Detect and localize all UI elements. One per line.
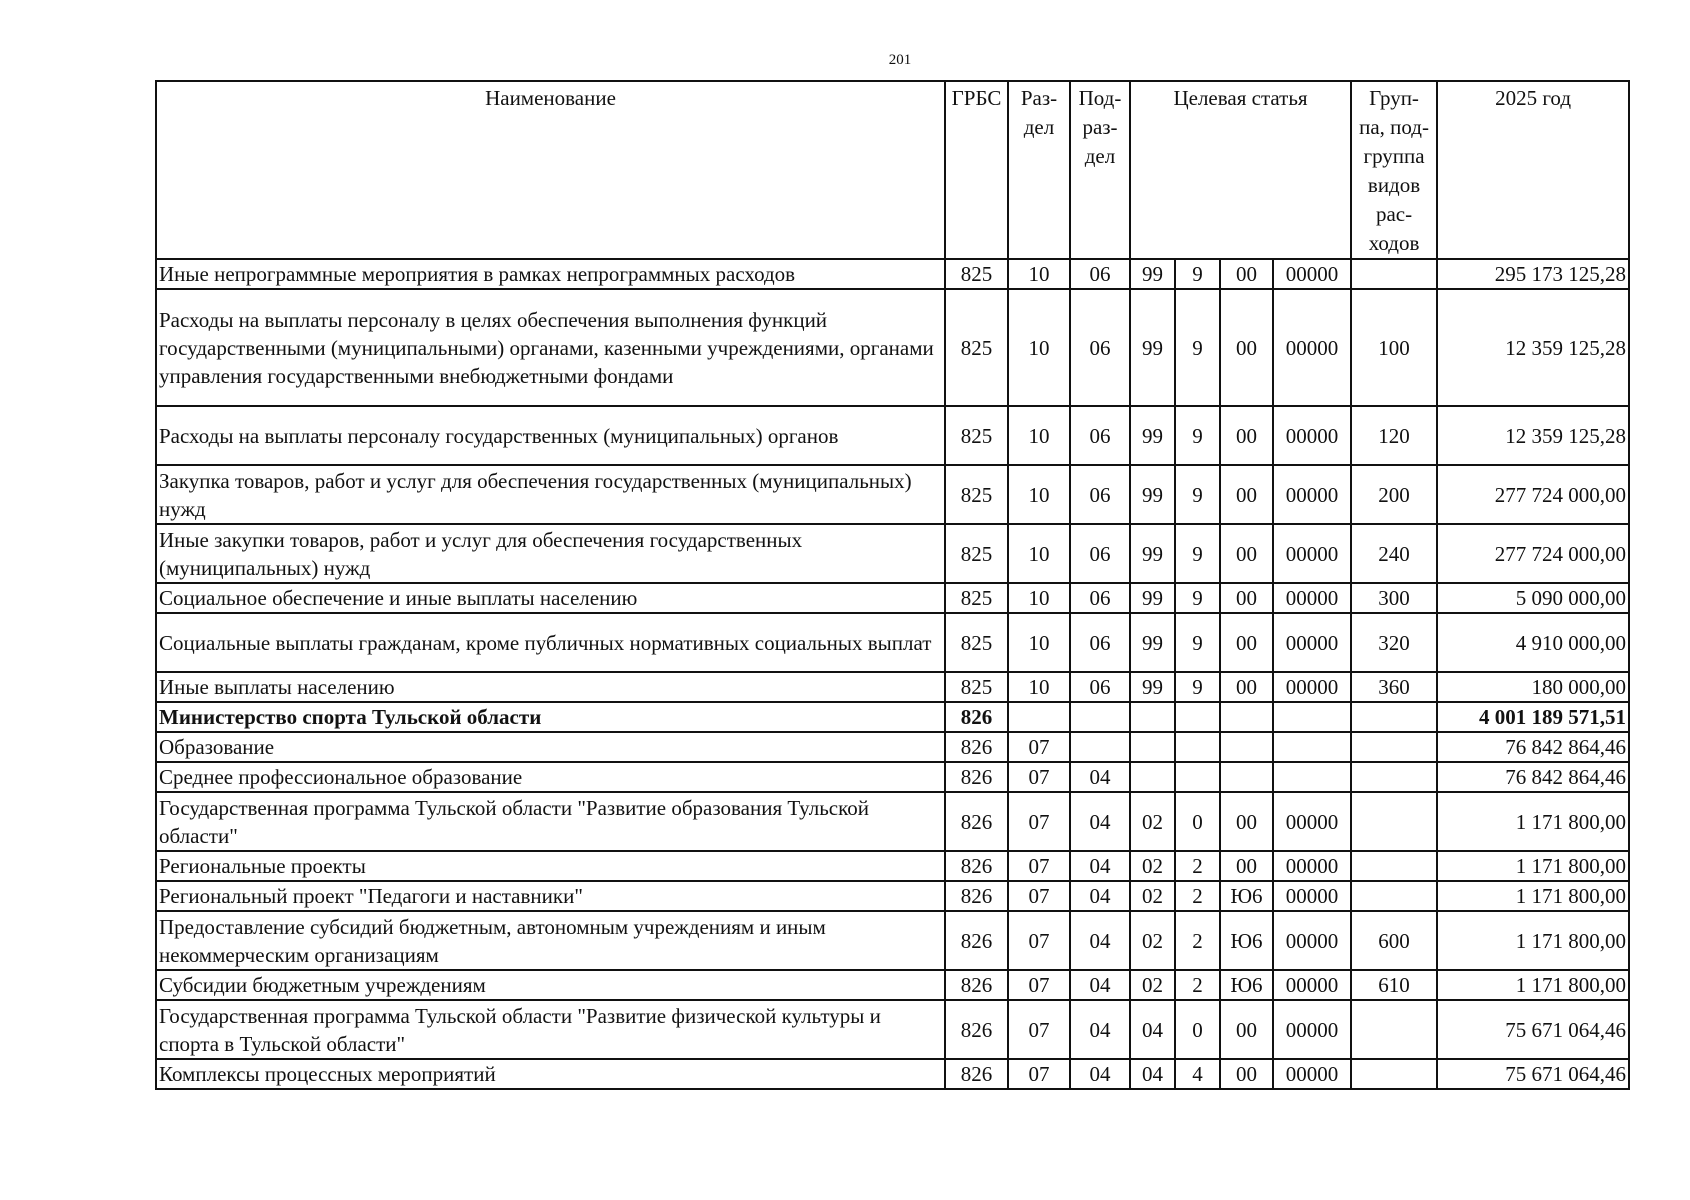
target-direction-cell [1220,732,1273,762]
razdel-cell: 10 [1008,524,1070,583]
podrazdel-cell: 04 [1070,1059,1130,1089]
table-row [156,970,1629,1000]
podrazdel-cell: 06 [1070,613,1130,672]
target-program-cell: 99 [1130,583,1175,613]
razdel-cell: 07 [1008,881,1070,911]
podrazdel-cell: 06 [1070,406,1130,465]
row-name: Государственная программа Тульской области "Развитие образования Тульской области" [156,792,945,851]
table-row [156,672,1629,702]
table-row [156,524,1629,583]
row-name: Иные выплаты населению [156,672,945,702]
podrazdel-cell: 04 [1070,911,1130,970]
target-direction-cell: 00 [1220,672,1273,702]
target-direction-cell: 00 [1220,406,1273,465]
expense-group-cell [1351,732,1437,762]
target-program-cell: 99 [1130,524,1175,583]
target-subprogram-cell: 9 [1175,289,1220,406]
target-subprogram-cell: 0 [1175,792,1220,851]
row-name: Региональный проект "Педагоги и наставники" [156,881,945,911]
header-row [156,81,1629,259]
expense-group-cell: 200 [1351,465,1437,524]
target-program-cell: 99 [1130,672,1175,702]
table-row [156,259,1629,289]
target-subprogram-cell: 2 [1175,970,1220,1000]
amount-cell: 1 171 800,00 [1437,881,1629,911]
razdel-cell: 10 [1008,465,1070,524]
target-subprogram-cell: 2 [1175,881,1220,911]
expense-group-cell [1351,259,1437,289]
target-direction-cell: 00 [1220,613,1273,672]
razdel-cell: 07 [1008,792,1070,851]
target-direction-cell: 00 [1220,851,1273,881]
razdel-cell: 07 [1008,732,1070,762]
target-code-cell: 00000 [1273,524,1351,583]
row-name: Предоставление субсидий бюджетным, автономным учреждениям и иным некоммерческим организациям [156,911,945,970]
table-row [156,881,1629,911]
expense-group-cell: 600 [1351,911,1437,970]
header-razdel: Раз- дел [1008,81,1070,259]
table-row [156,583,1629,613]
grbs-cell: 826 [945,970,1008,1000]
expense-group-cell: 300 [1351,583,1437,613]
podrazdel-cell: 06 [1070,672,1130,702]
amount-cell: 76 842 864,46 [1437,762,1629,792]
target-subprogram-cell: 9 [1175,406,1220,465]
target-code-cell [1273,762,1351,792]
target-code-cell: 00000 [1273,259,1351,289]
amount-cell: 1 171 800,00 [1437,970,1629,1000]
expense-group-cell: 610 [1351,970,1437,1000]
row-name: Иные непрограммные мероприятия в рамках непрограммных расходов [156,259,945,289]
target-code-cell [1273,702,1351,732]
target-code-cell: 00000 [1273,1000,1351,1059]
target-program-cell: 04 [1130,1000,1175,1059]
target-program-cell: 04 [1130,1059,1175,1089]
podrazdel-cell: 04 [1070,1000,1130,1059]
target-subprogram-cell: 9 [1175,524,1220,583]
target-direction-cell [1220,762,1273,792]
grbs-cell: 826 [945,851,1008,881]
amount-cell: 277 724 000,00 [1437,465,1629,524]
row-name: Министерство спорта Тульской области [156,702,945,732]
amount-cell: 1 171 800,00 [1437,792,1629,851]
table-row [156,792,1629,851]
expense-group-cell: 100 [1351,289,1437,406]
grbs-cell: 826 [945,732,1008,762]
table-row [156,406,1629,465]
razdel-cell: 07 [1008,1059,1070,1089]
header-podrazdel: Под- раз- дел [1070,81,1130,259]
expense-group-cell [1351,1059,1437,1089]
razdel-cell: 10 [1008,259,1070,289]
target-subprogram-cell: 9 [1175,583,1220,613]
grbs-cell: 826 [945,911,1008,970]
row-name: Расходы на выплаты персоналу в целях обеспечения выполнения функций государственными (муниципальными) органами, казенными учреждениями, органами управления государственными внебюджетными фондами [156,289,945,406]
table-row [156,613,1629,672]
target-direction-cell: 00 [1220,259,1273,289]
expense-group-cell [1351,881,1437,911]
target-code-cell: 00000 [1273,792,1351,851]
grbs-cell: 826 [945,881,1008,911]
target-direction-cell: 00 [1220,1059,1273,1089]
podrazdel-cell: 06 [1070,289,1130,406]
podrazdel-cell [1070,732,1130,762]
amount-cell: 180 000,00 [1437,672,1629,702]
target-subprogram-cell [1175,732,1220,762]
razdel-cell: 10 [1008,583,1070,613]
row-name: Среднее профессиональное образование [156,762,945,792]
target-program-cell: 99 [1130,259,1175,289]
razdel-cell: 10 [1008,672,1070,702]
target-subprogram-cell: 9 [1175,259,1220,289]
table-row [156,851,1629,881]
target-direction-cell: Ю6 [1220,911,1273,970]
row-name: Закупка товаров, работ и услуг для обеспечения государственных (муниципальных) нужд [156,465,945,524]
razdel-cell: 10 [1008,406,1070,465]
header-group: Груп- па, под- группа видов рас- ходов [1351,81,1437,259]
grbs-cell: 826 [945,702,1008,732]
target-program-cell: 99 [1130,406,1175,465]
razdel-cell: 10 [1008,613,1070,672]
target-subprogram-cell: 2 [1175,911,1220,970]
grbs-cell: 825 [945,289,1008,406]
amount-cell: 75 671 064,46 [1437,1059,1629,1089]
table-row [156,911,1629,970]
amount-cell: 4 910 000,00 [1437,613,1629,672]
target-direction-cell: 00 [1220,1000,1273,1059]
expense-group-cell [1351,851,1437,881]
target-program-cell [1130,762,1175,792]
row-name: Социальное обеспечение и иные выплаты населению [156,583,945,613]
row-name: Иные закупки товаров, работ и услуг для обеспечения государственных (муниципальных) нужд [156,524,945,583]
target-program-cell: 99 [1130,289,1175,406]
amount-cell: 1 171 800,00 [1437,851,1629,881]
target-direction-cell: 00 [1220,289,1273,406]
amount-cell: 12 359 125,28 [1437,406,1629,465]
target-program-cell: 99 [1130,465,1175,524]
podrazdel-cell: 04 [1070,851,1130,881]
target-direction-cell: 00 [1220,583,1273,613]
expense-group-cell: 320 [1351,613,1437,672]
target-program-cell: 02 [1130,792,1175,851]
target-program-cell: 02 [1130,970,1175,1000]
target-direction-cell [1220,702,1273,732]
target-code-cell: 00000 [1273,289,1351,406]
podrazdel-cell [1070,702,1130,732]
podrazdel-cell: 06 [1070,259,1130,289]
podrazdel-cell: 04 [1070,881,1130,911]
grbs-cell: 825 [945,672,1008,702]
amount-cell: 295 173 125,28 [1437,259,1629,289]
grbs-cell: 825 [945,613,1008,672]
target-code-cell: 00000 [1273,1059,1351,1089]
row-name: Государственная программа Тульской области "Развитие физической культуры и спорта в Тульской области" [156,1000,945,1059]
amount-cell: 277 724 000,00 [1437,524,1629,583]
expense-group-cell [1351,762,1437,792]
row-name: Образование [156,732,945,762]
target-program-cell: 02 [1130,851,1175,881]
table-row [156,289,1629,406]
target-code-cell: 00000 [1273,672,1351,702]
target-subprogram-cell [1175,762,1220,792]
target-direction-cell: Ю6 [1220,881,1273,911]
page-number: 201 [888,52,912,68]
expense-group-cell [1351,1000,1437,1059]
grbs-cell: 826 [945,1000,1008,1059]
amount-cell: 5 090 000,00 [1437,583,1629,613]
expense-group-cell: 240 [1351,524,1437,583]
grbs-cell: 826 [945,792,1008,851]
podrazdel-cell: 06 [1070,583,1130,613]
target-subprogram-cell: 9 [1175,672,1220,702]
header-target: Целевая статья [1130,81,1351,259]
podrazdel-cell: 04 [1070,762,1130,792]
header-name: Наименование [156,81,945,259]
table-row [156,762,1629,792]
table-row [156,702,1629,732]
expense-group-cell: 120 [1351,406,1437,465]
target-direction-cell: 00 [1220,465,1273,524]
budget-table [155,80,1630,1090]
amount-cell: 1 171 800,00 [1437,911,1629,970]
grbs-cell: 826 [945,1059,1008,1089]
target-subprogram-cell [1175,702,1220,732]
expense-group-cell: 360 [1351,672,1437,702]
row-name: Комплексы процессных мероприятий [156,1059,945,1089]
grbs-cell: 825 [945,583,1008,613]
target-program-cell: 02 [1130,881,1175,911]
row-name: Региональные проекты [156,851,945,881]
target-program-cell: 99 [1130,613,1175,672]
amount-cell: 75 671 064,46 [1437,1000,1629,1059]
table-row [156,1000,1629,1059]
target-code-cell: 00000 [1273,881,1351,911]
razdel-cell: 07 [1008,970,1070,1000]
target-subprogram-cell: 9 [1175,613,1220,672]
table-row [156,465,1629,524]
grbs-cell: 825 [945,465,1008,524]
target-subprogram-cell: 4 [1175,1059,1220,1089]
podrazdel-cell: 06 [1070,465,1130,524]
grbs-cell: 825 [945,524,1008,583]
amount-cell: 76 842 864,46 [1437,732,1629,762]
header-year: 2025 год [1437,81,1629,259]
target-code-cell: 00000 [1273,970,1351,1000]
table-row [156,732,1629,762]
expense-group-cell [1351,792,1437,851]
target-subprogram-cell: 2 [1175,851,1220,881]
podrazdel-cell: 06 [1070,524,1130,583]
razdel-cell: 07 [1008,851,1070,881]
razdel-cell [1008,702,1070,732]
row-name: Расходы на выплаты персоналу государственных (муниципальных) органов [156,406,945,465]
podrazdel-cell: 04 [1070,970,1130,1000]
target-direction-cell: Ю6 [1220,970,1273,1000]
target-code-cell: 00000 [1273,911,1351,970]
target-code-cell: 00000 [1273,613,1351,672]
razdel-cell: 07 [1008,762,1070,792]
razdel-cell: 10 [1008,289,1070,406]
row-name: Субсидии бюджетным учреждениям [156,970,945,1000]
razdel-cell: 07 [1008,911,1070,970]
header-grbs: ГРБС [945,81,1008,259]
target-program-cell: 02 [1130,911,1175,970]
razdel-cell: 07 [1008,1000,1070,1059]
grbs-cell: 826 [945,762,1008,792]
podrazdel-cell: 04 [1070,792,1130,851]
grbs-cell: 825 [945,259,1008,289]
grbs-cell: 825 [945,406,1008,465]
table-row [156,1059,1629,1089]
target-program-cell [1130,702,1175,732]
target-program-cell [1130,732,1175,762]
expense-group-cell [1351,702,1437,732]
target-code-cell [1273,732,1351,762]
row-name: Социальные выплаты гражданам, кроме публичных нормативных социальных выплат [156,613,945,672]
target-code-cell: 00000 [1273,465,1351,524]
target-code-cell: 00000 [1273,583,1351,613]
target-subprogram-cell: 0 [1175,1000,1220,1059]
target-direction-cell: 00 [1220,792,1273,851]
target-code-cell: 00000 [1273,406,1351,465]
target-subprogram-cell: 9 [1175,465,1220,524]
target-code-cell: 00000 [1273,851,1351,881]
amount-cell: 4 001 189 571,51 [1437,702,1629,732]
amount-cell: 12 359 125,28 [1437,289,1629,406]
target-direction-cell: 00 [1220,524,1273,583]
